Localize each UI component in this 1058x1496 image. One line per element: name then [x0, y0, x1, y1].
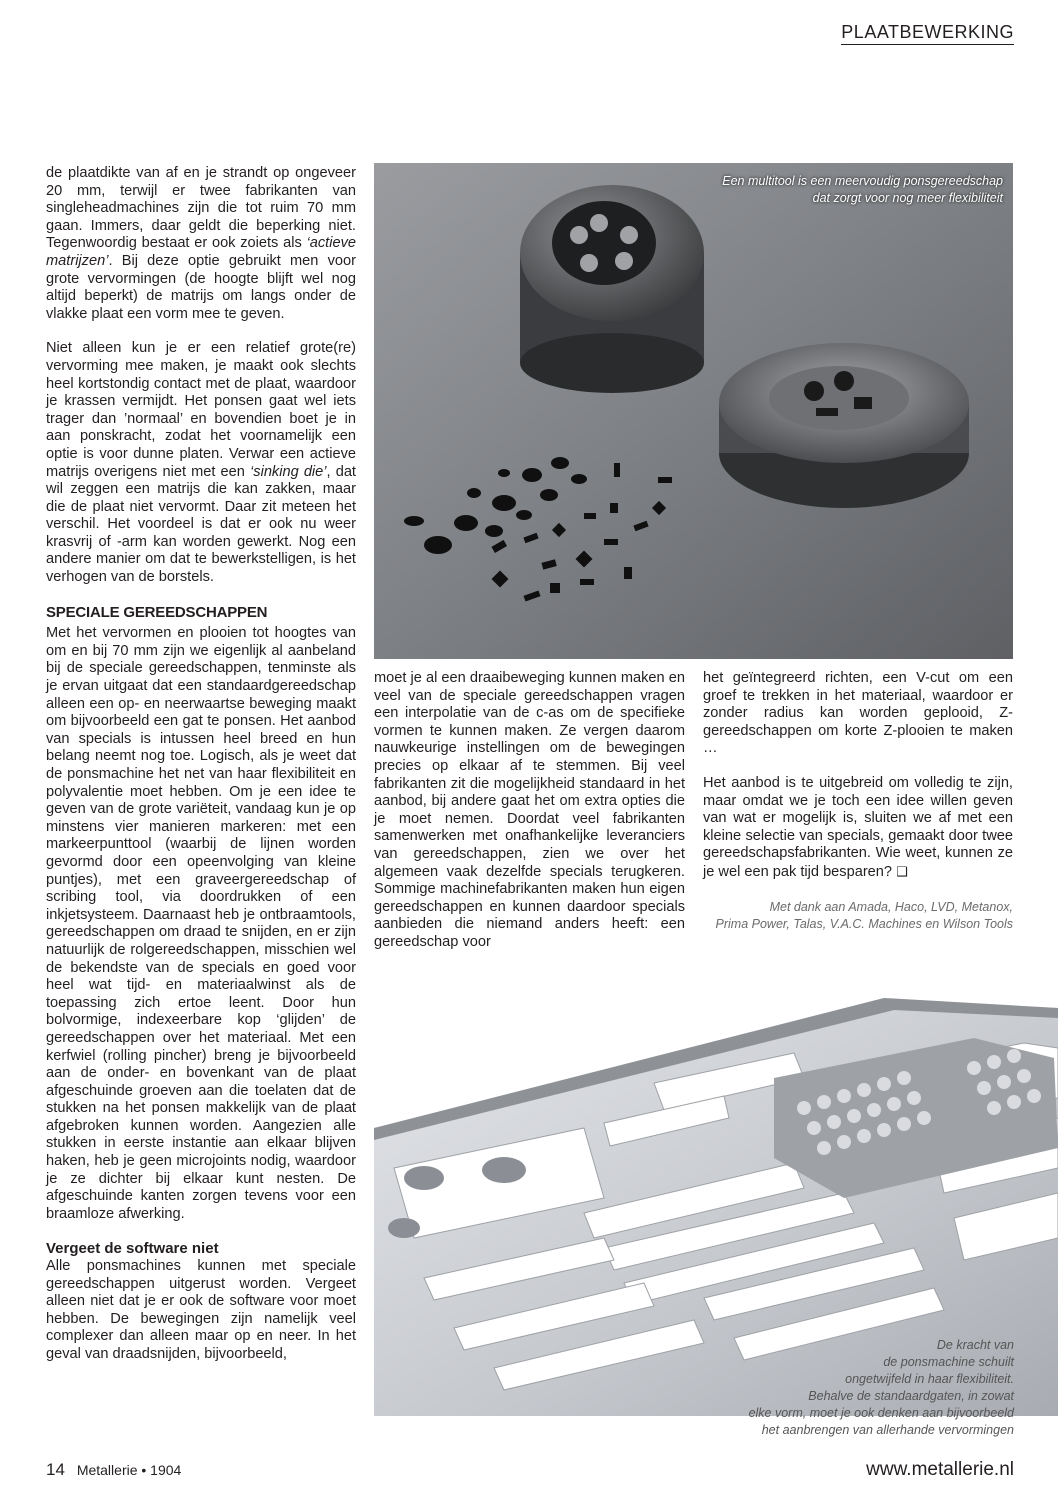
multitool-photo	[374, 163, 1013, 659]
paragraph: Het aanbod is te uitgebreid om volledig te zijn, maar omdat we je toch een idee willen geven van wat er mogelijk is, sluiten we af met een kleine selectie van specials, gemaakt door twee gereedschapsfabrikanten. Wie weet, kunnen ze je wel een pak tijd besparen? ❑	[703, 774, 1013, 880]
paragraph: Alle ponsmachines kunnen met speciale gereedschappen uitgerust worden. Vergeet alleen niet dat je er ook de software voor moet hebben. De bewegingen zijn namelijk veel complexer dan alleen maar op en neer. In het geval van draadsnijden, bijvoorbeeld,	[46, 1258, 356, 1362]
end-mark-icon: ❑	[896, 863, 908, 879]
section-heading: SPECIALE GEREEDSCHAPPEN	[46, 603, 268, 621]
paragraph: Niet alleen kun je er een relatief grote(re) vervorming mee maken, je maakt ook slechts heel kortstondig contact met de plaat, waardoor je krassen vermijdt. Het ponsen gaat wel iets trager dan ’normaal’ en bovendien boet je in aan ponskracht, zodat het voornamelijk een optie is voor dunne platen. Verwar een actieve matrijs overigens niet met een ‘sinking die’, dat wil zeggen een matrijs die kan zakken, maar die de plaat niet vervormt. Daar zit meteen het verschil. Het voordeel is dat er ook nu weer krasvrij of -arm kan worden gewerkt. Nog een andere manier om dat te bewerkstelligen, is het verhogen van de borstels.	[46, 340, 356, 586]
photo-caption: De kracht van de ponsmachine schuilt ongetwijfeld in haar flexibiliteit. Behalve de standaardgaten, in zowat elke vorm, moet je ook denken aan bijvoorbeeld het aanbrengen van allerhande vervormingen	[748, 1338, 1014, 1437]
paragraph: het geïntegreerd richten, een V-cut om een groef te trekken in het materiaal, waardoor er zonder radius kan worden geplooid, Z-gereedschappen om korte Z-plooien te maken …	[703, 670, 1013, 757]
footer-left	[46, 1460, 181, 1480]
magazine-issue: Metallerie • 1904	[76, 1462, 182, 1478]
section-tag: PLAATBEWERKING	[841, 22, 1014, 45]
article-column-3	[703, 670, 1013, 933]
photo-caption: Een multitool is een meervoudig ponsgereedschap dat zorgt voor nog meer flexibiliteit	[722, 174, 1003, 205]
credits: Met dank aan Amada, Haco, LVD, Metanox, Prima Power, Talas, V.A.C. Machines en Wilson Tools	[715, 899, 1013, 931]
website-link[interactable]: www.metallerie.nl	[866, 1459, 1014, 1480]
sub-heading: Vergeet de software niet	[46, 1240, 219, 1258]
paragraph: moet je al een draaibeweging kunnen maken en veel van de speciale gereedschappen vragen een interpolatie van de c-as om de specifieke vormen te kunnen maken. Ze vergen daarom nauwkeurige instellingen om de bewegingen precies op elkaar af te stemmen. Bij veel fabrikanten zit die mogelijkheid standaard in het aanbod, bij andere gaat het om extra opties die je moet nemen. Doordat veel fabrikanten samenwerken met onafhankelijke leveranciers van gereedschappen, zien we over het algemeen vaak dezelfde specials terugkeren. Sommige machinefabrikanten maken hun eigen gereedschappen en kunnen daardoor specials aanbieden die niemand anders heeft: een gereedschap voor	[374, 670, 685, 950]
paragraph: Met het vervormen en plooien tot hoogtes van om en bij 70 mm zijn we eigenlijk al aanbeland bij de speciale gereedschappen, tenminste als je ervan uitgaat dat een standaardgereedschap alleen een op- en neerwaartse beweging maakt om bijvoorbeeld een gat te ponsen. Het aanbod van specials is intussen heel breed en hun belang neemt nog toe. Logisch, als je weet dat de ponsmachine het net van haar flexibiliteit en polyvalentie moet hebben. Om je een idee te geven van de grote variëteit, vandaag kun je op minstens vier manieren markeren: met een markeerpunttool (waarbij de lijnen worden gevormd door een opeenvolging van kleine puntjes), met een graveergereedschap of scribing tool, via doordrukken of een inkjetsysteem. Daarnaast heb je ontbraamtools, gereedschappen om draad te snijden, en er zijn natuurlijk de rolgereedschappen, misschien wel de bekendste van de specials en goed voor heel wat tijd- en materiaalwinst als de toepassing zich ertoe leent. Door hun bolvormige, indexeerbare kop ‘glijden’ de gereedschappen over het materiaal. Met een kerfwiel (rolling pincher) breng je bijvoorbeeld aan de onder- en bovenkant van de plaat afgeschuinde groeven aan die toelaten dat de stukken na het ponsen makkelijk van de plaat afgebroken kunnen worden. Aangezien alle stukken in eerste instantie aan elkaar blijven haken, heb je geen microjoints nodig, waardoor je ze dichter bij elkaar kunt nesten. De afgeschuinde kanten zorgen tevens voor een braamloze afwerking.	[46, 625, 356, 1222]
page-number: 14	[46, 1460, 65, 1479]
paragraph: de plaatdikte van af en je strandt op ongeveer 20 mm, terwijl er twee fabrikanten van singleheadmachines zijn die tot ruim 70 mm gaan. Immers, daar geldt die beperking niet. Tegenwoordig bestaat er ook zoiets als ‘actieve matrijzen’. Bij deze optie gebruikt men voor grote vervormingen (de hoogte blijft wel nog altijd beperkt) de matrijs om langs onder de vlakke plaat een vorm mee te geven.	[46, 165, 356, 322]
multitool-illustration	[374, 163, 1013, 659]
article-column-1	[46, 165, 356, 1381]
article-column-2	[374, 670, 685, 969]
